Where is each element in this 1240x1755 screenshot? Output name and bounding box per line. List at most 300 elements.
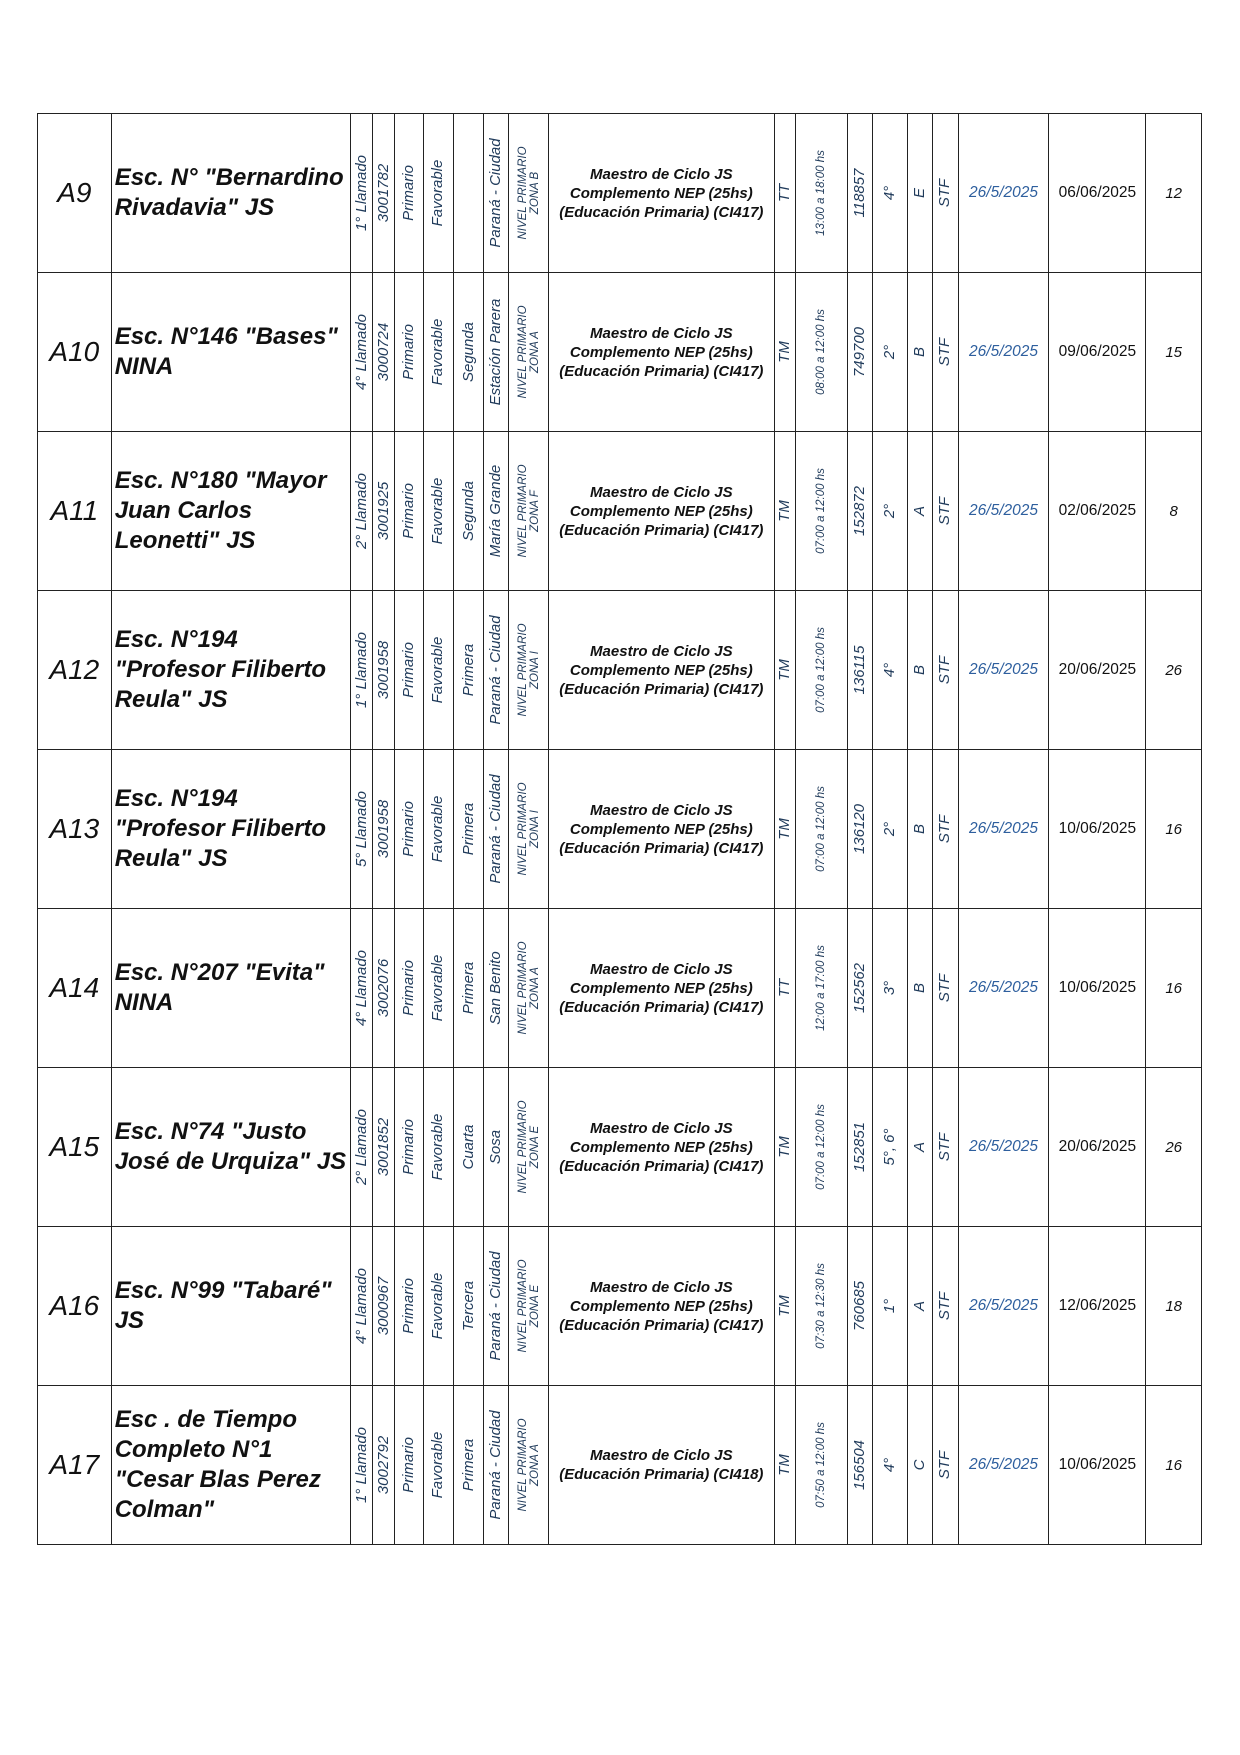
- publication-date-cell: [958, 1386, 1049, 1545]
- status-cell: [933, 591, 958, 750]
- supervision-line: ZONA A: [528, 1444, 541, 1486]
- position-id-cell: [847, 750, 872, 909]
- publication-date-cell: [958, 909, 1049, 1068]
- call-number-cell: [350, 114, 372, 273]
- status-cell: [933, 273, 958, 432]
- position-id-cell: [847, 114, 872, 273]
- position: Maestro de Ciclo JS Complemento NEP (25hs) (Educación Primaria) (CI417): [559, 483, 764, 539]
- days-cell: [1146, 273, 1202, 432]
- position: Maestro de Ciclo JS Complemento NEP (25hs) (Educación Primaria) (CI417): [559, 1278, 764, 1334]
- supervision-line: NIVEL PRIMARIO: [516, 941, 529, 1035]
- position-cell: [548, 1227, 774, 1386]
- publication-date-cell: [958, 114, 1049, 273]
- school-name-cell: [111, 591, 350, 750]
- locality: Paraná - Ciudad: [487, 1251, 505, 1361]
- publication-date: 26/5/2025: [969, 502, 1038, 519]
- shift: TM: [775, 659, 793, 681]
- call-number-cell: [350, 273, 372, 432]
- shift-cell: [774, 432, 795, 591]
- days-cell: [1146, 750, 1202, 909]
- level: Primario: [399, 324, 417, 380]
- section-cell: [908, 432, 933, 591]
- level-cell: [395, 1068, 423, 1227]
- locality-cell: [484, 750, 509, 909]
- schedule: 07:50 a 12:00 hs: [815, 1422, 828, 1508]
- shift-cell: [774, 1227, 795, 1386]
- supervision: [517, 1259, 541, 1352]
- supervision-line: ZONA B: [528, 171, 541, 215]
- call-number: 4° Llamado: [352, 313, 370, 391]
- schedule-cell: [796, 1068, 847, 1227]
- publication-date: 26/5/2025: [969, 661, 1038, 678]
- supervision-cell: [509, 909, 548, 1068]
- category: Primera: [459, 1438, 477, 1492]
- grade-cell: [872, 1068, 907, 1227]
- supervision-cell: [509, 1068, 548, 1227]
- position-id-cell: [847, 432, 872, 591]
- schedule: 07:00 a 12:00 hs: [815, 627, 828, 713]
- days: 26: [1165, 1138, 1183, 1156]
- level-cell: [395, 432, 423, 591]
- school-name: Esc. N°74 "Justo José de Urquiza" JS: [114, 1118, 347, 1175]
- vacancy-code-cell: [38, 1068, 112, 1227]
- zone-type-cell: [423, 750, 453, 909]
- section: E: [911, 187, 929, 199]
- section-cell: [908, 750, 933, 909]
- start-date: 20/06/2025: [1058, 661, 1137, 678]
- locality: San Benito: [487, 951, 505, 1025]
- table-row: [38, 273, 1202, 432]
- schedule-cell: [796, 432, 847, 591]
- position-id: 136115: [850, 645, 868, 695]
- vacancy-code: A12: [49, 654, 100, 685]
- locality: María Grande: [487, 464, 505, 558]
- schedule: 07:00 a 12:00 hs: [815, 1104, 828, 1190]
- vacancy-code-cell: [38, 909, 112, 1068]
- call-number-cell: [350, 1386, 372, 1545]
- position: Maestro de Ciclo JS Complemento NEP (25hs) (Educación Primaria) (CI417): [559, 960, 764, 1016]
- school-cue: 3001958: [374, 799, 392, 859]
- level-cell: [395, 750, 423, 909]
- publication-date-cell: [958, 1227, 1049, 1386]
- table-row: [38, 114, 1202, 273]
- shift: TM: [775, 1136, 793, 1158]
- publication-date: 26/5/2025: [969, 979, 1038, 996]
- locality-cell: [484, 273, 509, 432]
- level: Primario: [399, 1278, 417, 1334]
- category-cell: [453, 750, 483, 909]
- start-date-cell: [1049, 432, 1146, 591]
- supervision: [517, 146, 541, 239]
- section-cell: [908, 909, 933, 1068]
- school-cue: 3001852: [374, 1117, 392, 1177]
- position-id: 152872: [850, 485, 868, 537]
- section-cell: [908, 1068, 933, 1227]
- locality-cell: [484, 432, 509, 591]
- section-cell: [908, 1386, 933, 1545]
- position-id-cell: [847, 273, 872, 432]
- vacancy-code-cell: [38, 1227, 112, 1386]
- zone-type: Favorable: [429, 477, 447, 545]
- position-id: 118857: [850, 168, 868, 218]
- supervision: [517, 782, 541, 875]
- school-name: Esc. N°207 "Evita" NINA: [114, 959, 325, 1016]
- locality: Paraná - Ciudad: [487, 774, 505, 884]
- school-cue: 3002076: [374, 958, 392, 1018]
- call-number: 2° Llamado: [352, 472, 370, 550]
- locality-cell: [484, 909, 509, 1068]
- schedule-cell: [796, 114, 847, 273]
- supervision-line: NIVEL PRIMARIO: [516, 623, 529, 717]
- level-cell: [395, 1227, 423, 1386]
- zone-type: Favorable: [429, 159, 447, 227]
- school-name: Esc. N°99 "Tabaré" JS: [114, 1277, 332, 1334]
- table-row: [38, 1068, 1202, 1227]
- position-id: 136120: [850, 803, 868, 855]
- zone-type-cell: [423, 909, 453, 1068]
- status: STF: [936, 814, 954, 844]
- category: Primera: [459, 643, 477, 697]
- vacancy-code: A13: [49, 813, 100, 844]
- grade-cell: [872, 750, 907, 909]
- shift: TM: [775, 1295, 793, 1317]
- status-cell: [933, 1227, 958, 1386]
- position-cell: [548, 591, 774, 750]
- status-cell: [933, 909, 958, 1068]
- category: Segunda: [459, 321, 477, 383]
- category-cell: [453, 1227, 483, 1386]
- start-date: 10/06/2025: [1058, 979, 1137, 996]
- school-cue-cell: [373, 1068, 395, 1227]
- position-id-cell: [847, 1227, 872, 1386]
- start-date: 10/06/2025: [1058, 820, 1137, 837]
- zone-type-cell: [423, 432, 453, 591]
- days-cell: [1146, 591, 1202, 750]
- supervision-line: NIVEL PRIMARIO: [516, 464, 529, 558]
- school-name-cell: [111, 1386, 350, 1545]
- position-id-cell: [847, 1068, 872, 1227]
- publication-date-cell: [958, 591, 1049, 750]
- publication-date: 26/5/2025: [969, 1456, 1038, 1473]
- school-cue: 3000967: [374, 1276, 392, 1336]
- vacancy-code: A14: [49, 972, 100, 1003]
- position: Maestro de Ciclo JS Complemento NEP (25hs) (Educación Primaria) (CI417): [559, 165, 764, 221]
- vacancy-code: A16: [49, 1290, 100, 1321]
- start-date-cell: [1049, 1386, 1146, 1545]
- position: Maestro de Ciclo JS Complemento NEP (25hs) (Educación Primaria) (CI417): [559, 1119, 764, 1175]
- school-name: Esc. N°194 "Profesor Filiberto Reula" JS: [114, 785, 327, 872]
- start-date-cell: [1049, 273, 1146, 432]
- vacancy-code: A9: [57, 177, 92, 208]
- zone-type: Favorable: [429, 1272, 447, 1340]
- days: 8: [1169, 502, 1178, 520]
- call-number-cell: [350, 909, 372, 1068]
- school-cue-cell: [373, 273, 395, 432]
- status: STF: [936, 1132, 954, 1162]
- position-id: 760685: [850, 1280, 868, 1332]
- grade-cell: [872, 1386, 907, 1545]
- days: 16: [1165, 979, 1183, 997]
- call-number: 2° Llamado: [352, 1108, 370, 1186]
- vacancy-code-cell: [38, 591, 112, 750]
- schedule-cell: [796, 273, 847, 432]
- zone-type-cell: [423, 591, 453, 750]
- locality: Paraná - Ciudad: [487, 1410, 505, 1520]
- position: Maestro de Ciclo JS Complemento NEP (25hs) (Educación Primaria) (CI417): [559, 324, 764, 380]
- level: Primario: [399, 165, 417, 221]
- position-cell: [548, 1386, 774, 1545]
- section: A: [911, 1141, 929, 1153]
- call-number-cell: [350, 432, 372, 591]
- status: STF: [936, 655, 954, 685]
- days: 15: [1165, 343, 1183, 361]
- schedule-cell: [796, 1227, 847, 1386]
- vacancy-code-cell: [38, 1386, 112, 1545]
- position-id: 156504: [850, 1439, 868, 1491]
- school-cue: 3000724: [374, 322, 392, 382]
- start-date-cell: [1049, 909, 1146, 1068]
- locality-cell: [484, 1386, 509, 1545]
- days: 16: [1165, 820, 1183, 838]
- publication-date: 26/5/2025: [969, 1297, 1038, 1314]
- level: Primario: [399, 801, 417, 857]
- level: Primario: [399, 483, 417, 539]
- start-date: 02/06/2025: [1058, 502, 1137, 519]
- shift-cell: [774, 909, 795, 1068]
- schedule-cell: [796, 750, 847, 909]
- schedule: 12:00 a 17:00 hs: [815, 945, 828, 1031]
- grade: 4°: [880, 1457, 898, 1473]
- supervision-cell: [509, 432, 548, 591]
- supervision: [517, 1418, 541, 1511]
- category: Primera: [459, 961, 477, 1015]
- locality: Sosa: [487, 1129, 505, 1165]
- section-cell: [908, 591, 933, 750]
- supervision-line: ZONA I: [528, 651, 541, 689]
- category: Segunda: [459, 480, 477, 542]
- position: Maestro de Ciclo JS Complemento NEP (25hs) (Educación Primaria) (CI417): [559, 801, 764, 857]
- school-name-cell: [111, 750, 350, 909]
- status: STF: [936, 496, 954, 526]
- zone-type-cell: [423, 1386, 453, 1545]
- supervision-line: NIVEL PRIMARIO: [516, 305, 529, 399]
- position-id-cell: [847, 909, 872, 1068]
- category-cell: [453, 1068, 483, 1227]
- start-date: 20/06/2025: [1058, 1138, 1137, 1155]
- supervision-cell: [509, 114, 548, 273]
- days-cell: [1146, 909, 1202, 1068]
- shift-cell: [774, 114, 795, 273]
- locality: Paraná - Ciudad: [487, 615, 505, 725]
- shift: TM: [775, 500, 793, 522]
- locality-cell: [484, 591, 509, 750]
- grade-cell: [872, 273, 907, 432]
- grade-cell: [872, 114, 907, 273]
- supervision: [517, 623, 541, 716]
- start-date: 09/06/2025: [1058, 343, 1137, 360]
- position-cell: [548, 750, 774, 909]
- start-date: 10/06/2025: [1058, 1456, 1137, 1473]
- school-name: Esc . de Tiempo Completo N°1 "Cesar Blas Perez Colman": [114, 1406, 321, 1523]
- grade-cell: [872, 432, 907, 591]
- vacancy-code-cell: [38, 114, 112, 273]
- schedule-cell: [796, 909, 847, 1068]
- section: B: [911, 982, 929, 994]
- vacancy-code-cell: [38, 273, 112, 432]
- publication-date-cell: [958, 750, 1049, 909]
- start-date-cell: [1049, 750, 1146, 909]
- days: 12: [1165, 184, 1183, 202]
- school-cue: 3002792: [374, 1435, 392, 1495]
- supervision-line: NIVEL PRIMARIO: [516, 146, 529, 240]
- position-cell: [548, 114, 774, 273]
- call-number: 5° Llamado: [352, 790, 370, 868]
- level-cell: [395, 591, 423, 750]
- publication-date: 26/5/2025: [969, 184, 1038, 201]
- publication-date: 26/5/2025: [969, 343, 1038, 360]
- position: Maestro de Ciclo JS (Educación Primaria) (CI418): [559, 1447, 764, 1483]
- call-number: 4° Llamado: [352, 1267, 370, 1345]
- supervision: [517, 941, 541, 1034]
- schedule: 07:30 a 12:30 hs: [815, 1263, 828, 1349]
- category: Primera: [459, 802, 477, 856]
- grade: 4°: [880, 662, 898, 678]
- section: B: [911, 664, 929, 676]
- school-name: Esc. N° "Bernardino Rivadavia" JS: [114, 164, 344, 221]
- grade-cell: [872, 591, 907, 750]
- school-name: Esc. N°146 "Bases" NINA: [114, 323, 338, 380]
- school-name-cell: [111, 114, 350, 273]
- days: 26: [1165, 661, 1183, 679]
- call-number-cell: [350, 750, 372, 909]
- vacancy-code: A11: [50, 495, 99, 526]
- shift: TM: [775, 1454, 793, 1476]
- level: Primario: [399, 1437, 417, 1493]
- days: 18: [1165, 1297, 1183, 1315]
- position-id: 749700: [850, 326, 868, 378]
- call-number-cell: [350, 1227, 372, 1386]
- status: STF: [936, 178, 954, 208]
- school-name: Esc. N°194 "Profesor Filiberto Reula" JS: [114, 626, 327, 713]
- school-name-cell: [111, 273, 350, 432]
- level: Primario: [399, 960, 417, 1016]
- category-cell: [453, 909, 483, 1068]
- level: Primario: [399, 1119, 417, 1175]
- supervision-cell: [509, 1227, 548, 1386]
- start-date-cell: [1049, 114, 1146, 273]
- supervision-line: ZONA A: [528, 331, 541, 373]
- vacancy-code-cell: [38, 750, 112, 909]
- zone-type-cell: [423, 1227, 453, 1386]
- position-cell: [548, 273, 774, 432]
- publication-date-cell: [958, 1068, 1049, 1227]
- vacancies-table: [37, 113, 1202, 1545]
- section-cell: [908, 114, 933, 273]
- supervision-line: ZONA I: [528, 810, 541, 848]
- category-cell: [453, 432, 483, 591]
- position-id: 152562: [850, 962, 868, 1014]
- zone-type: Favorable: [429, 318, 447, 386]
- supervision-cell: [509, 273, 548, 432]
- school-cue-cell: [373, 1386, 395, 1545]
- supervision-line: ZONA F: [528, 490, 541, 532]
- level-cell: [395, 1386, 423, 1545]
- shift: TM: [775, 818, 793, 840]
- section-cell: [908, 273, 933, 432]
- grade-cell: [872, 909, 907, 1068]
- supervision-cell: [509, 1386, 548, 1545]
- locality: Paraná - Ciudad: [487, 138, 505, 248]
- table-row: [38, 750, 1202, 909]
- level-cell: [395, 909, 423, 1068]
- zone-type-cell: [423, 114, 453, 273]
- schedule: 07:00 a 12:00 hs: [815, 468, 828, 554]
- school-name-cell: [111, 1068, 350, 1227]
- start-date-cell: [1049, 1068, 1146, 1227]
- section-cell: [908, 1227, 933, 1386]
- call-number-cell: [350, 1068, 372, 1227]
- table-row: [38, 909, 1202, 1068]
- school-cue-cell: [373, 591, 395, 750]
- start-date-cell: [1049, 1227, 1146, 1386]
- start-date: 12/06/2025: [1058, 1297, 1137, 1314]
- position-id-cell: [847, 591, 872, 750]
- schedule-cell: [796, 1386, 847, 1545]
- status: STF: [936, 1291, 954, 1321]
- schedule-cell: [796, 591, 847, 750]
- status-cell: [933, 432, 958, 591]
- grade: 3°: [880, 980, 898, 996]
- school-name: Esc. N°180 "Mayor Juan Carlos Leonetti" JS: [114, 467, 327, 554]
- supervision-line: NIVEL PRIMARIO: [516, 1100, 529, 1194]
- table-row: [38, 591, 1202, 750]
- supervision-cell: [509, 591, 548, 750]
- supervision-line: NIVEL PRIMARIO: [516, 1259, 529, 1353]
- days-cell: [1146, 1386, 1202, 1545]
- zone-type: Favorable: [429, 954, 447, 1022]
- position-id-cell: [847, 1386, 872, 1545]
- category-cell: [453, 114, 483, 273]
- table-row: [38, 432, 1202, 591]
- zone-type: Favorable: [429, 795, 447, 863]
- schedule: 07:00 a 12:00 hs: [815, 786, 828, 872]
- start-date: 06/06/2025: [1058, 184, 1137, 201]
- days-cell: [1146, 1068, 1202, 1227]
- vacancy-code: A15: [49, 1131, 100, 1162]
- vacancy-code: A10: [49, 336, 100, 367]
- zone-type: Favorable: [429, 636, 447, 704]
- publication-date: 26/5/2025: [969, 1138, 1038, 1155]
- grade: 2°: [880, 344, 898, 360]
- zone-type-cell: [423, 273, 453, 432]
- days-cell: [1146, 1227, 1202, 1386]
- publication-date-cell: [958, 273, 1049, 432]
- status: STF: [936, 1450, 954, 1480]
- position-cell: [548, 1068, 774, 1227]
- zone-type: Favorable: [429, 1113, 447, 1181]
- supervision-line: ZONA A: [528, 967, 541, 1009]
- school-name-cell: [111, 909, 350, 1068]
- locality-cell: [484, 1227, 509, 1386]
- school-name-cell: [111, 1227, 350, 1386]
- grade: 1°: [880, 1298, 898, 1314]
- supervision-cell: [509, 750, 548, 909]
- school-cue: 3001925: [374, 481, 392, 541]
- shift-cell: [774, 591, 795, 750]
- status-cell: [933, 750, 958, 909]
- call-number: 1° Llamado: [352, 631, 370, 709]
- school-cue-cell: [373, 114, 395, 273]
